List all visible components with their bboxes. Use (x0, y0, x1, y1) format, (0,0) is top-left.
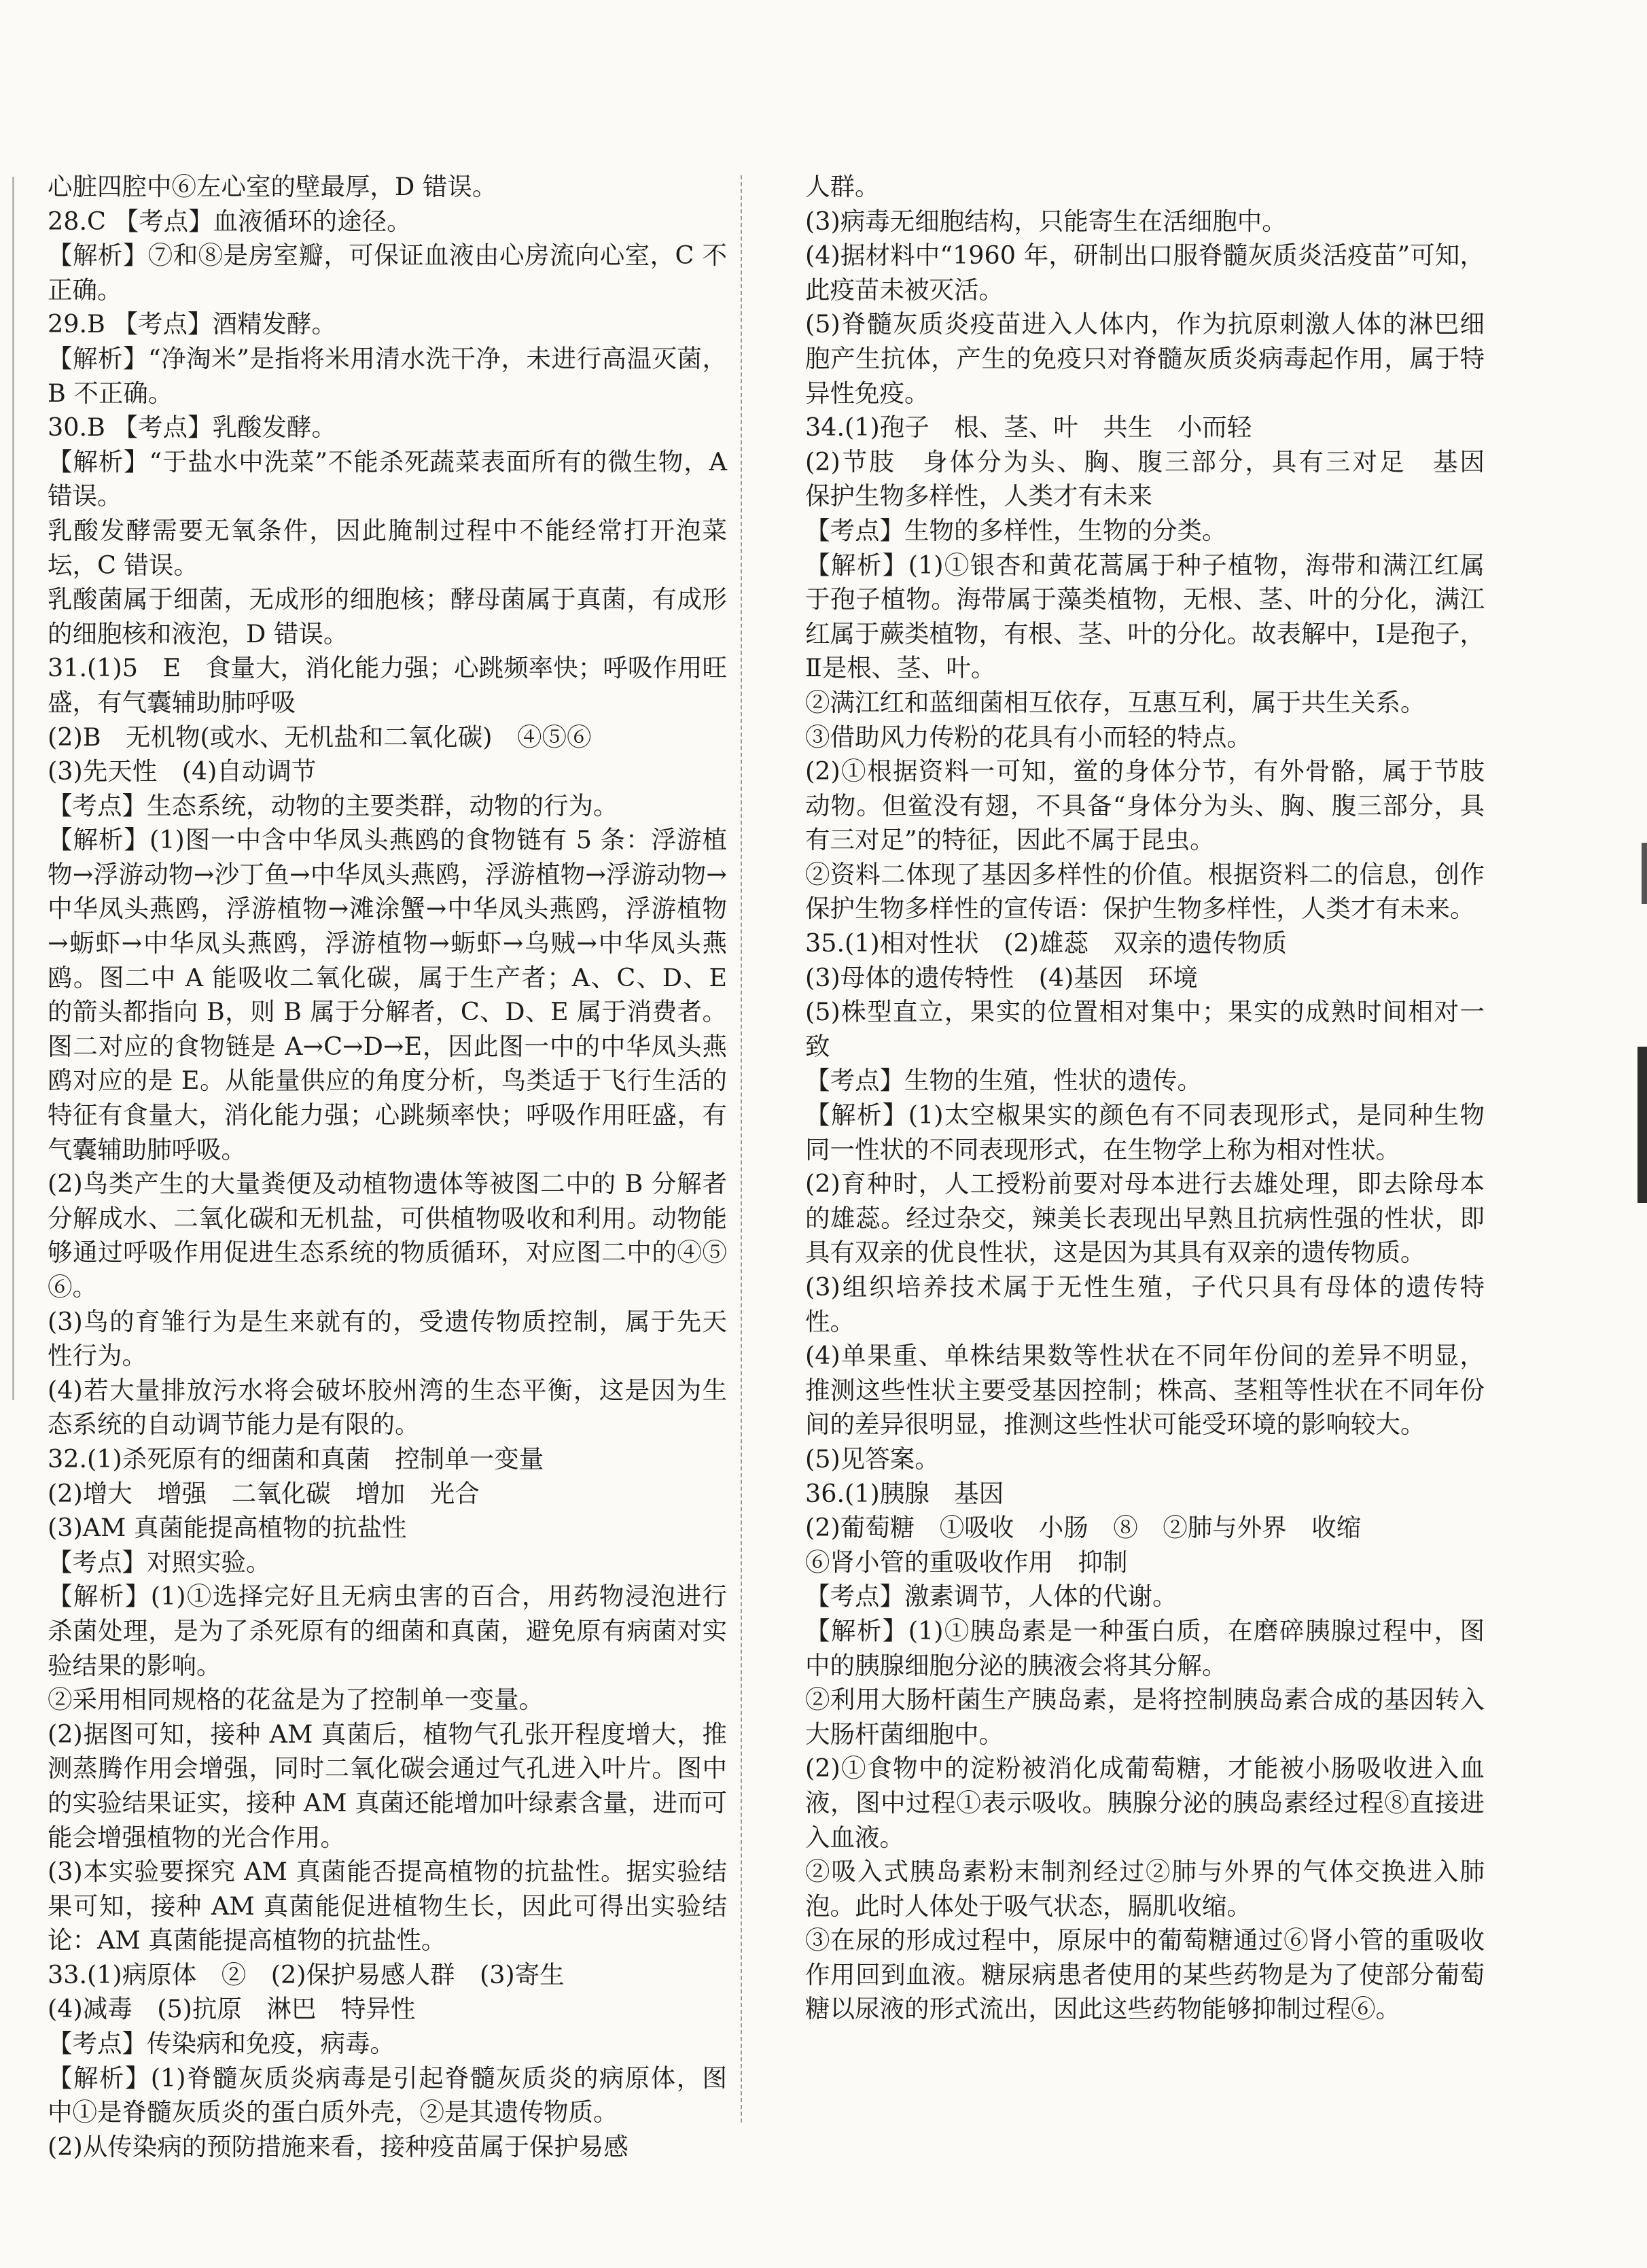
answer-paragraph: 心脏四腔中⑥左心室的壁最厚，D 错误。 (48, 172, 497, 201)
question-33-topic: 【考点】传染病和免疫，病毒。 (48, 2029, 395, 2059)
question-34-analysis-1b: ②满江红和蓝细菌相互依存，互惠互利，属于共生关系。 (805, 687, 1425, 717)
question-34-answer-2: (2)节肢 身体分为头、胸、腹三部分，具有三对足 基因 保护生物多样性，人类才有未来 (805, 447, 1510, 511)
question-34-analysis-1: 【解析】(1)①银杏和黄花蒿属于种子植物，海带和满江红属于孢子植物。海带属于藻类植物，无根、茎、叶的分化，满江红属于蕨类植物，有根、茎、叶的分化。故表解中，Ⅰ是孢子，Ⅱ是根、茎、叶。 (805, 550, 1485, 683)
question-35-topic: 【考点】生物的生殖，性状的遗传。 (805, 1066, 1202, 1096)
question-30-answer: 30.B 【考点】乳酸发酵。 (48, 413, 336, 442)
question-31-answer-3-4: (3)先天性 (4)自动调节 (48, 756, 317, 786)
question-32-analysis-1: 【解析】(1)①选择完好且无病虫害的百合，用药物浸泡进行杀菌处理，是为了杀死原有的细菌和真菌，避免原有病菌对实验结果的影响。 (48, 1582, 727, 1680)
question-32-answer-2: (2)增大 增强 二氧化碳 增加 光合 (48, 1478, 480, 1508)
question-31-topic: 【考点】生态系统，动物的主要类群，动物的行为。 (48, 790, 618, 820)
question-32-analysis-3: (3)本实验要探究 AM 真菌能否提高植物的抗盐性。据实验结果可知，接种 AM 真菌能促进植物生长，因此可得出实验结论：AM 真菌能提高植物的抗盐性。 (48, 1857, 727, 1955)
question-34-answer-1: 34.(1)孢子 根、茎、叶 共生 小而轻 (805, 413, 1252, 442)
question-36-analysis-2b: ②吸入式胰岛素粉末制剂经过②肺与外界的气体交换进入肺泡。此时人体处于吸气状态，膈肌收缩。 (805, 1857, 1485, 1921)
column-divider (741, 175, 742, 2123)
question-28-analysis: 【解析】⑦和⑧是房室瓣，可保证血液由心房流向心室，C 不正确。 (48, 241, 727, 304)
question-32-answer-1: 32.(1)杀死原有的细菌和真菌 控制单一变量 (48, 1444, 544, 1473)
question-31-analysis-4: (4)若大量排放污水将会破坏胶州湾的生态平衡，这是因为生态系统的自动调节能力是有限的。 (48, 1375, 727, 1440)
question-35-analysis-3: (3)组织培养技术属于无性生殖，子代只具有母体的遗传特性。 (805, 1272, 1485, 1336)
question-30-analysis-a: 【解析】“于盐水中洗菜”不能杀死蔬菜表面所有的微生物，A 错误。 (48, 447, 727, 511)
question-30-analysis-d: 乳酸菌属于细菌，无成形的细胞核；酵母菌属于真菌，有成形的细胞核和液泡，D 错误。 (48, 585, 727, 648)
question-35-answer-3: (5)株型直立，果实的位置相对集中；果实的成熟时间相对一致 (805, 997, 1485, 1061)
question-35-analysis-2: (2)育种时，人工授粉前要对母本进行去雄处理，即去除母本的雄蕊。经过杂交，辣美长表现出早熟且抗病性强的性状，即具有双亲的优良性状，这是因为其具有双亲的遗传物质。 (805, 1169, 1485, 1268)
question-34-analysis-2b: ②资料二体现了基因多样性的价值。根据资料二的信息，创作保护生物多样性的宣传语：保护生物多样性，人类才有未来。 (805, 859, 1485, 924)
question-33-analysis-4: (4)据材料中“1960 年，研制出口服脊髓灰质炎活疫苗”可知，此疫苗未被灭活。 (805, 241, 1485, 304)
binding-edge-mark (1637, 1047, 1647, 1203)
question-36-analysis-2: (2)①食物中的淀粉被消化成葡萄糖，才能被小肠吸收进入血液，图中过程①表示吸收。胰腺分泌的胰岛素经过程⑧直接进入血液。 (805, 1754, 1485, 1852)
binding-edge-mark-small (1642, 843, 1647, 904)
question-33-analysis-2: (2)从传染病的预防措施来看，接种疫苗属于保护易感 (48, 2131, 628, 2161)
question-36-analysis-2c: ③在尿的形成过程中，原尿中的葡萄糖通过⑥肾小管的重吸收作用回到血液。糖尿病患者使用的某些药物是为了使部分葡萄糖以尿液的形式流出，因此这些药物能够抑制过程⑥。 (805, 1925, 1485, 2024)
question-32-analysis-2: (2)据图可知，接种 AM 真菌后，植物气孔张开程度增大，推测蒸腾作用会增强，同时二氧化碳会通过气孔进入叶片。图中的实验结果证实，接种 AM 真菌还能增加叶绿素含量，进而可能会增强植物的光合作用。 (48, 1719, 727, 1852)
question-33-analysis-2-cont: 人群。 (805, 172, 880, 201)
question-33-answer-2: (4)减毒 (5)抗原 淋巴 特异性 (48, 1994, 416, 2024)
question-35-analysis-1: 【解析】(1)太空椒果实的颜色有不同表现形式，是同种生物同一性状的不同表现形式，在生物学上称为相对性状。 (805, 1100, 1485, 1164)
question-30-analysis-c: 乳酸发酵需要无氧条件，因此腌制过程中不能经常打开泡菜坛，C 错误。 (48, 515, 727, 580)
question-28-answer: 28.C 【考点】血液循环的途径。 (48, 206, 412, 236)
left-column (48, 170, 727, 2164)
right-column (805, 170, 1510, 2027)
question-36-answer-2b: ⑥肾小管的重吸收作用 抑制 (805, 1547, 1128, 1577)
question-34-analysis-2: (2)①根据资料一可知，鲎的身体分节，有外骨骼，属于节肢动物。但鲎没有翅，不具备“身体分为头、胸、腹三部分，具有三对足”的特征，因此不属于昆虫。 (805, 756, 1485, 855)
question-34-topic: 【考点】生物的多样性，生物的分类。 (805, 515, 1227, 545)
question-32-answer-3: (3)AM 真菌能提高植物的抗盐性 (48, 1513, 407, 1543)
question-31-answer-1: 31.(1)5 E 食量大，消化能力强；心跳频率快；呼吸作用旺盛，有气囊辅助肺呼吸 (48, 653, 727, 717)
question-29-answer: 29.B 【考点】酒精发酵。 (48, 309, 336, 339)
question-31-analysis-3: (3)鸟的育雏行为是生来就有的，受遗传物质控制，属于先天性行为。 (48, 1306, 727, 1371)
question-29-analysis: 【解析】“净淘米”是指将米用清水洗干净，未进行高温灭菌，B 不正确。 (48, 343, 727, 408)
question-33-analysis-5: (5)脊髓灰质炎疫苗进入人体内，作为抗原刺激人体的淋巴细胞产生抗体，产生的免疫只对脊髓灰质炎病毒起作用，属于特异性免疫。 (805, 309, 1485, 408)
question-34-analysis-1c: ③借助风力传粉的花具有小而轻的特点。 (805, 722, 1252, 752)
question-35-answer-1: 35.(1)相对性状 (2)雄蕊 双亲的遗传物质 (805, 928, 1287, 958)
question-33-analysis-1: 【解析】(1)脊髓灰质炎病毒是引起脊髓灰质炎的病原体，图中①是脊髓灰质炎的蛋白质外壳，②是其遗传物质。 (48, 2063, 727, 2127)
question-35-analysis-5: (5)见答案。 (805, 1444, 940, 1473)
question-36-analysis-1b: ②利用大肠杆菌生产胰岛素，是将控制胰岛素合成的基因转入大肠杆菌细胞中。 (805, 1685, 1485, 1749)
question-33-analysis-3: (3)病毒无细胞结构，只能寄生在活细胞中。 (805, 206, 1287, 236)
question-36-topic: 【考点】激素调节，人体的代谢。 (805, 1582, 1177, 1611)
question-35-analysis-4: (4)单果重、单株结果数等性状在不同年份间的差异不明显，推测这些性状主要受基因控制；株高、茎粗等性状在不同年份间的差异很明显，推测这些性状可能受环境的影响较大。 (805, 1341, 1485, 1440)
question-32-topic: 【考点】对照实验。 (48, 1547, 271, 1577)
question-31-answer-2: (2)B 无机物(或水、无机盐和二氧化碳) ④⑤⑥ (48, 722, 592, 752)
question-31-analysis-1: 【解析】(1)图一中含中华凤头燕鸥的食物链有 5 条：浮游植物→浮游动物→沙丁鱼→中华凤头燕鸥，浮游植物→浮游动物→中华凤头燕鸥，浮游植物→滩涂蟹→中华凤头燕鸥，浮游植物→蛎虾→中华凤头燕鸥，浮游植物→蛎虾→乌贼→中华凤头燕鸥。图二中 A 能吸收二氧化碳，属于生产者；A、C、D、E 的箭头都指向 B，则 B 属于分解者，C、D、E 属于消费者。图二对应的食物链是 A→C→D→E，因此图一中的中华凤头燕鸥对应的是 E。从能量供应的角度分析，鸟类适于飞行生活的特征有食量大，消化能力强；心跳频率快；呼吸作用旺盛，有气囊辅助肺呼吸。 (48, 825, 727, 1164)
question-36-answer-1: 36.(1)胰腺 基因 (805, 1478, 1004, 1508)
question-35-answer-2: (3)母体的遗传特性 (4)基因 环境 (805, 962, 1198, 992)
question-33-answer-1: 33.(1)病原体 ② (2)保护易感人群 (3)寄生 (48, 1959, 565, 1989)
question-31-analysis-2: (2)鸟类产生的大量粪便及动植物遗体等被图二中的 B 分解者分解成水、二氧化碳和无机盐，可供植物吸收和利用。动物能够通过呼吸作用促进生态系统的物质循环，对应图二中的④⑤⑥。 (48, 1169, 727, 1302)
question-36-answer-2: (2)葡萄糖 ①吸收 小肠 ⑧ ②肺与外界 收缩 (805, 1513, 1362, 1543)
question-32-analysis-1b: ②采用相同规格的花盆是为了控制单一变量。 (48, 1685, 544, 1715)
question-36-analysis-1: 【解析】(1)①胰岛素是一种蛋白质，在磨碎胰腺过程中，图中的胰腺细胞分泌的胰液会将其分解。 (805, 1616, 1485, 1680)
page-left-margin-line (12, 177, 14, 1400)
